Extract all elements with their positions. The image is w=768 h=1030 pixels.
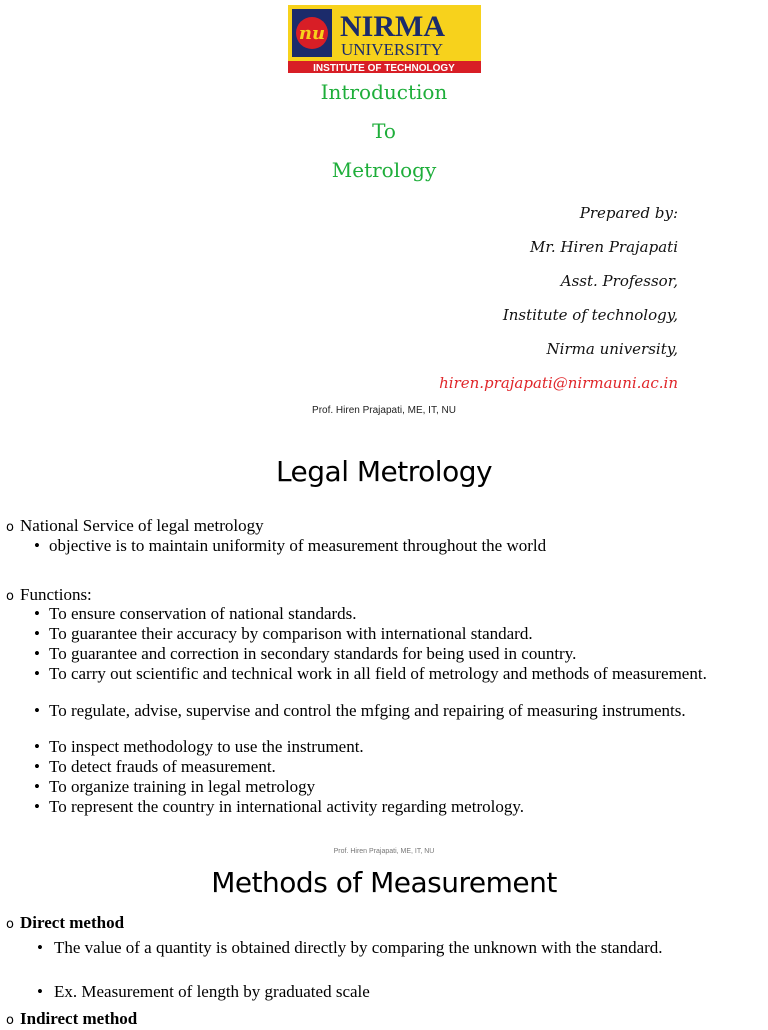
author-institute: Institute of technology, [502, 306, 678, 324]
hollow-circle-marker: o [6, 1013, 14, 1028]
legal-metrology-title: Legal Metrology [275, 455, 493, 488]
section-indirect-method: o Indirect method [6, 1009, 138, 1028]
slide1-footer: Prof. Hiren Prajapati, ME, IT, NU [312, 405, 456, 416]
prepared-by-label: Prepared by: [579, 204, 678, 222]
list-item: • Ex. Measurement of length by graduated scale [37, 982, 370, 1001]
intro-title-line-1: Introduction [320, 80, 448, 104]
list-item: • The value of a quantity is obtained directly by comparing the unknown with the standard. [37, 938, 663, 957]
list-item: • To carry out scientific and technical work in all field of metrology and methods of measurement. [34, 664, 707, 683]
list-item: • To ensure conservation of national standards. [34, 604, 357, 623]
section-national-service: o National Service of legal metrology [6, 516, 264, 535]
list-item: • To guarantee their accuracy by comparison with international standard. [34, 624, 533, 643]
svg-text:UNIVERSITY: UNIVERSITY [341, 40, 443, 59]
svg-text:nu: nu [298, 23, 326, 44]
list-item: • To inspect methodology to use the instrument. [34, 737, 364, 756]
list-item: • objective is to maintain uniformity of measurement throughout the world [34, 536, 547, 555]
section-direct-method: o Direct method [6, 913, 125, 932]
svg-text:INSTITUTE OF TECHNOLOGY: INSTITUTE OF TECHNOLOGY [313, 63, 455, 73]
list-item: • To guarantee and correction in secondary standards for being used in country. [34, 644, 577, 663]
author-designation: Asst. Professor, [560, 272, 678, 290]
nirma-university-logo [288, 5, 481, 73]
intro-title-line-3: Metrology [331, 158, 437, 182]
list-item: • To regulate, advise, supervise and control the mfging and repairing of measuring instruments. [34, 701, 686, 720]
author-email[interactable]: hiren.prajapati@nirmauni.ac.in [439, 374, 678, 392]
list-item: • To represent the country in international activity regarding metrology. [34, 797, 524, 816]
list-item: • To detect frauds of measurement. [34, 757, 276, 776]
hollow-circle-marker: o [6, 520, 14, 535]
hollow-circle-marker: o [6, 917, 14, 932]
author-name: Mr. Hiren Prajapati [530, 238, 678, 256]
intro-title-line-2: To [372, 119, 396, 143]
hollow-circle-marker: o [6, 589, 14, 604]
svg-text:NIRMA: NIRMA [340, 10, 445, 43]
slide2-footer: Prof. Hiren Prajapati, ME, IT, NU [333, 848, 435, 855]
section-functions: o Functions: [6, 585, 92, 604]
author-university: Nirma university, [546, 340, 678, 358]
methods-title: Methods of Measurement [211, 866, 557, 899]
list-item: • To organize training in legal metrology [34, 777, 316, 796]
